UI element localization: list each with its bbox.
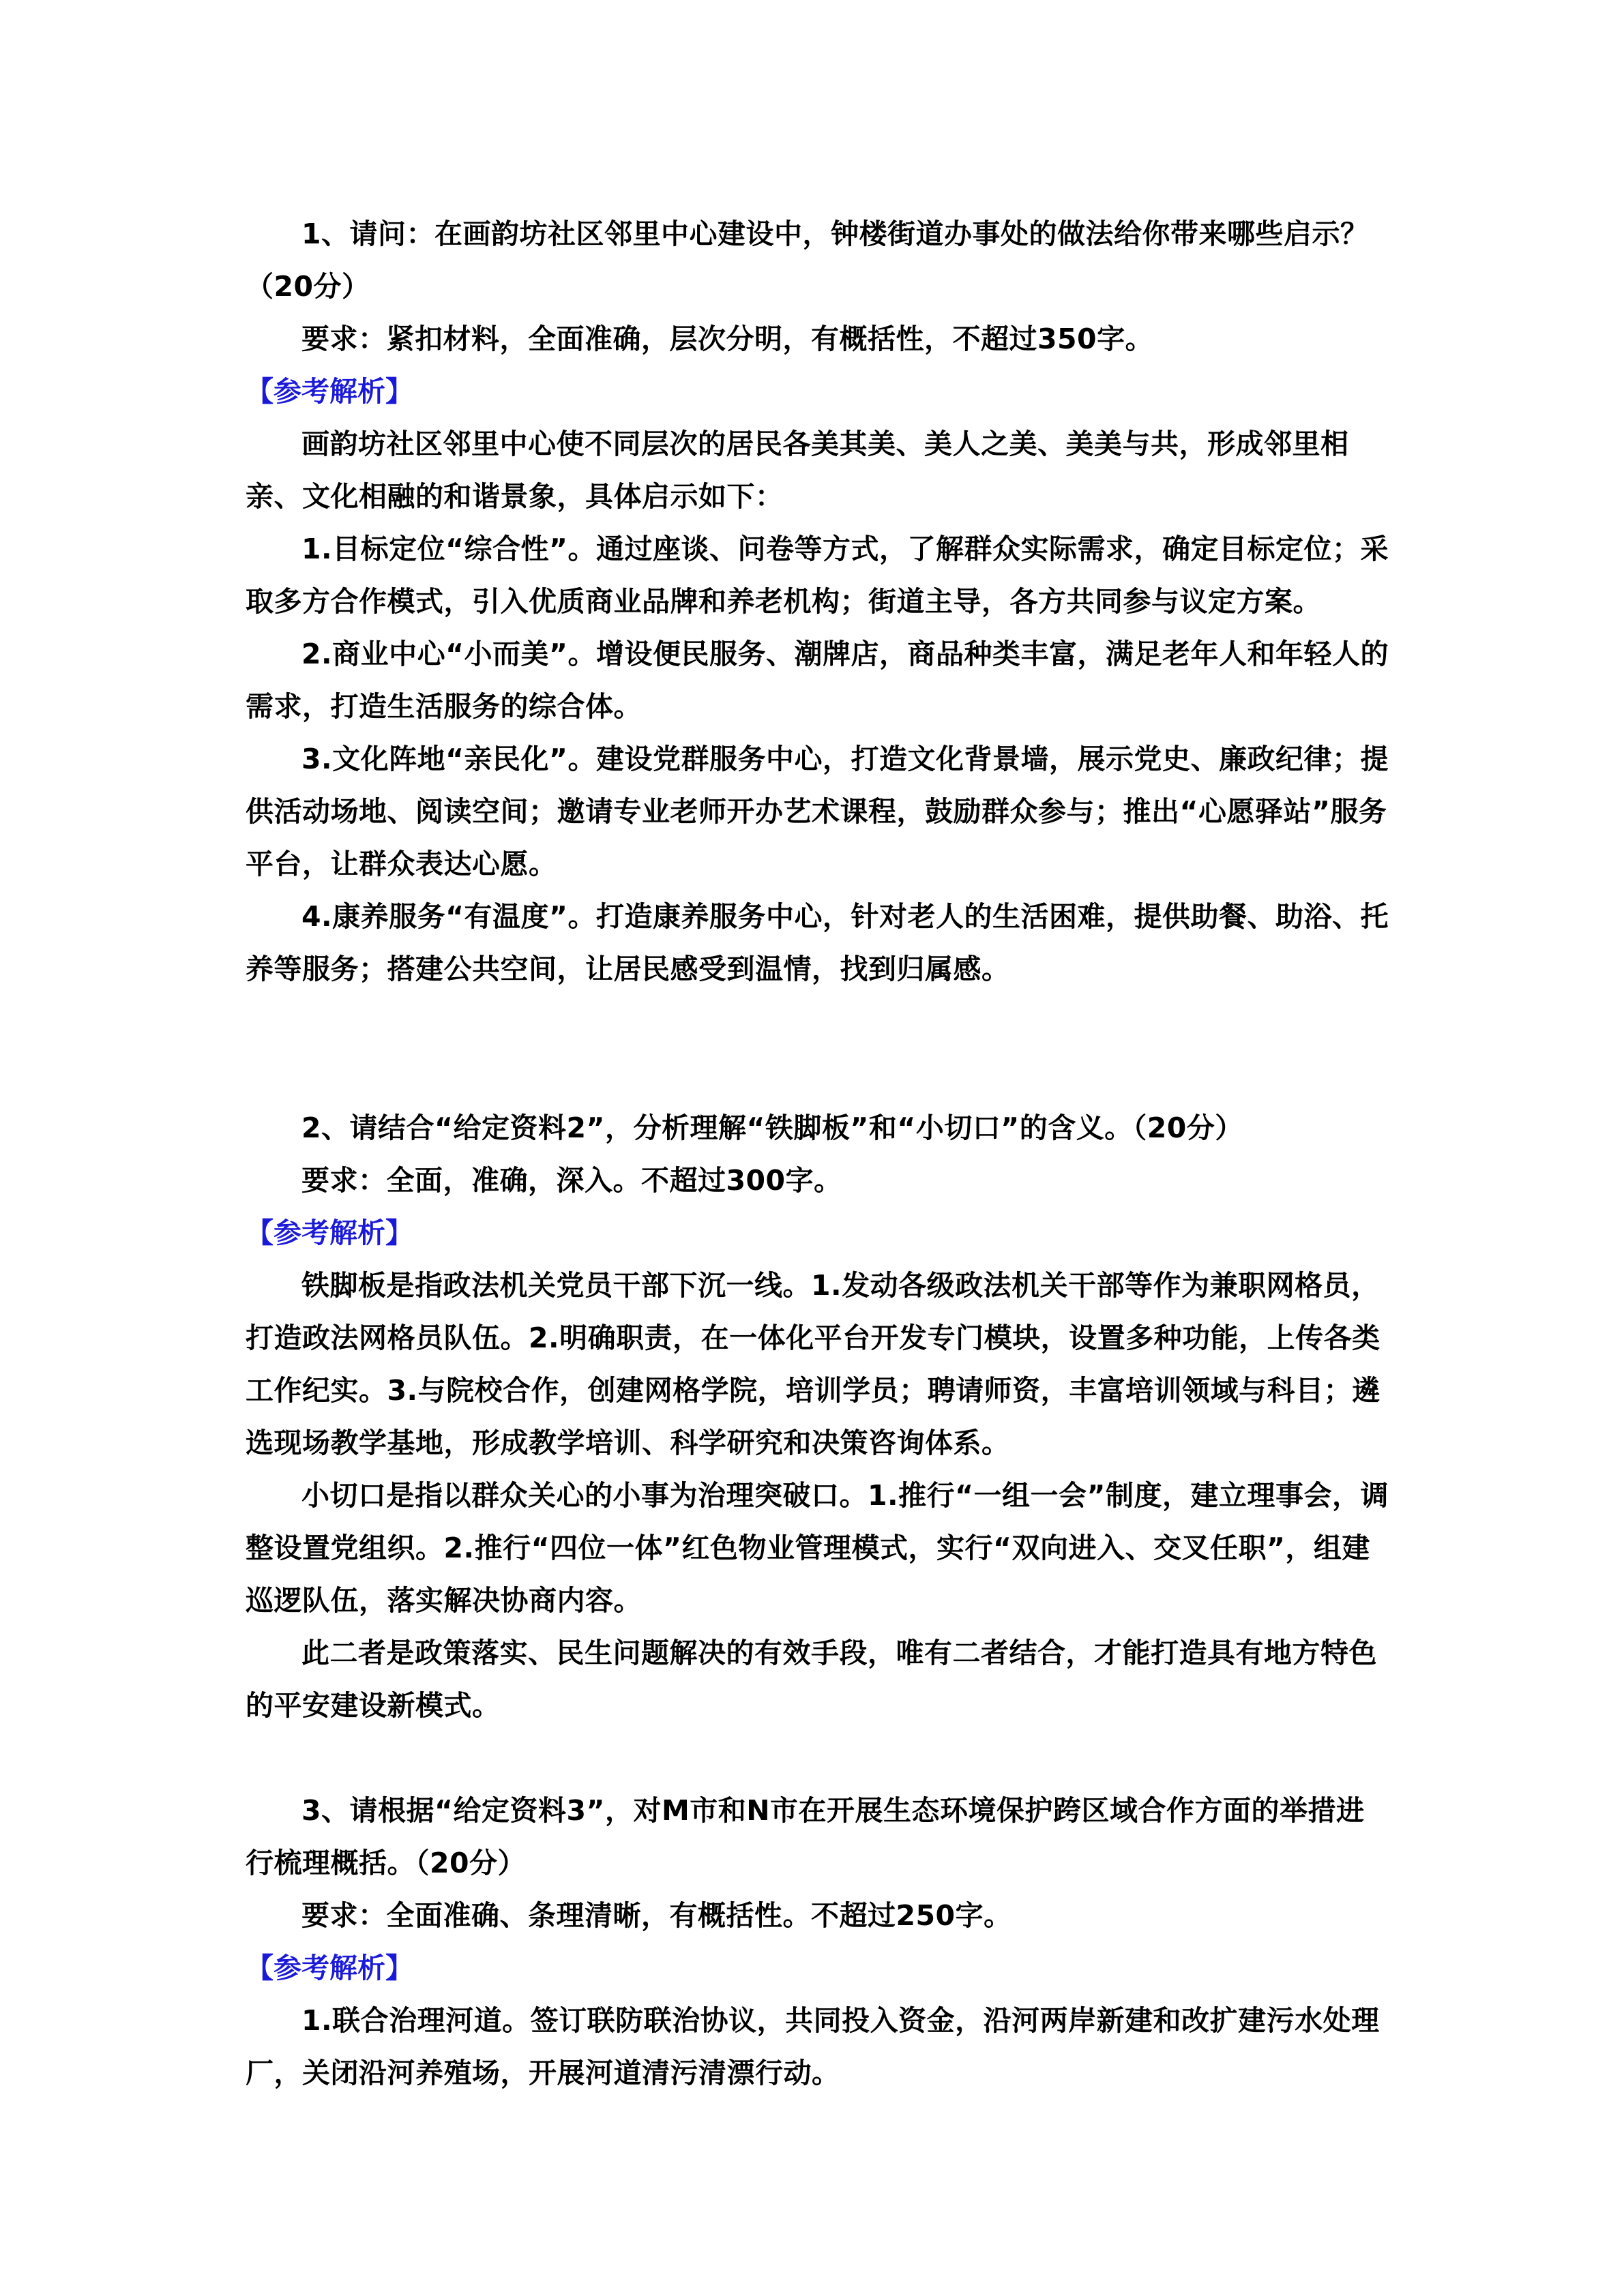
answer-1-paragraph: 4.康养服务“有温度”。打造康养服务中心，针对老人的生活困难，提供助餐、助浴、托养等服务；搭建公共空间，让居民感受到温情，找到归属感。 — [246, 900, 1389, 985]
answer-1-paragraph: 画韵坊社区邻里中心使不同层次的居民各美其美、美人之美、美美与共，形成邻里相亲、文化相融的和谐景象，具体启示如下： — [246, 428, 1349, 513]
question-2: 2、请结合“给定资料2”，分析理解“铁脚板”和“小切口”的含义。（20分） — [301, 1112, 1243, 1144]
section-2 — [246, 1102, 1391, 1732]
question-3: 3、请根据“给定资料3”，对M市和N市在开展生态环境保护跨区域合作方面的举措进行梳理概括。（20分） — [246, 1794, 1365, 1879]
section-1 — [246, 208, 1391, 996]
requirement-3: 要求：全面准确、条理清晰，有概括性。不超过250字。 — [301, 1899, 1012, 1932]
answer-1-paragraph: 1.目标定位“综合性”。通过座谈、问卷等方式，了解群众实际需求，确定目标定位；采取多方合作模式，引入优质商业品牌和养老机构；街道主导，各方共同参与议定方案。 — [246, 533, 1389, 618]
reference-label-3: 【参考解析】 — [246, 1952, 413, 1984]
section-spacer — [246, 1732, 1391, 1785]
requirement-1: 要求：紧扣材料，全面准确，层次分明，有概括性，不超过350字。 — [301, 323, 1154, 355]
section-3 — [246, 1785, 1391, 2100]
answer-1-paragraph: 3.文化阵地“亲民化”。建设党群服务中心，打造文化背景墙，展示党史、廉政纪律；提供活动场地、阅读空间；邀请专业老师开办艺术课程，鼓励群众参与；推出“心愿驿站”服务平台，让群众表达心愿。 — [246, 743, 1389, 880]
reference-label-1: 【参考解析】 — [246, 375, 413, 408]
section-spacer — [246, 996, 1391, 1102]
answer-2-paragraph: 此二者是政策落实、民生问题解决的有效手段，唯有二者结合，才能打造具有地方特色的平安建设新模式。 — [246, 1637, 1377, 1722]
question-1: 1、请问：在画韵坊社区邻里中心建设中，钟楼街道办事处的做法给你带来哪些启示？（20分） — [246, 218, 1369, 303]
document-page — [246, 208, 1391, 2100]
requirement-2: 要求：全面，准确，深入。不超过300字。 — [301, 1164, 842, 1197]
answer-3-paragraph: 1.联合治理河道。签订联防联治协议，共同投入资金，沿河两岸新建和改扩建污水处理厂，关闭沿河养殖场，开展河道清污清漂行动。 — [246, 2004, 1380, 2089]
answer-2-paragraph: 铁脚板是指政法机关党员干部下沉一线。1.发动各级政法机关干部等作为兼职网格员，打造政法网格员队伍。2.明确职责，在一体化平台开发专门模块，设置多种功能，上传各类工作纪实。3.与院校合作，创建网格学院，培训学员；聘请师资，丰富培训领域与科目；遴选现场教学基地，形成教学培训、科学研究和决策咨询体系。 — [246, 1269, 1381, 1459]
answer-1-paragraph: 2.商业中心“小而美”。增设便民服务、潮牌店，商品种类丰富，满足老年人和年轻人的需求，打造生活服务的综合体。 — [246, 638, 1389, 723]
reference-label-2: 【参考解析】 — [246, 1217, 413, 1249]
answer-2-paragraph: 小切口是指以群众关心的小事为治理突破口。1.推行“一组一会”制度，建立理事会，调整设置党组织。2.推行“四位一体”红色物业管理模式，实行“双向进入、交叉任职”，组建巡逻队伍，落实解决协商内容。 — [246, 1479, 1389, 1617]
